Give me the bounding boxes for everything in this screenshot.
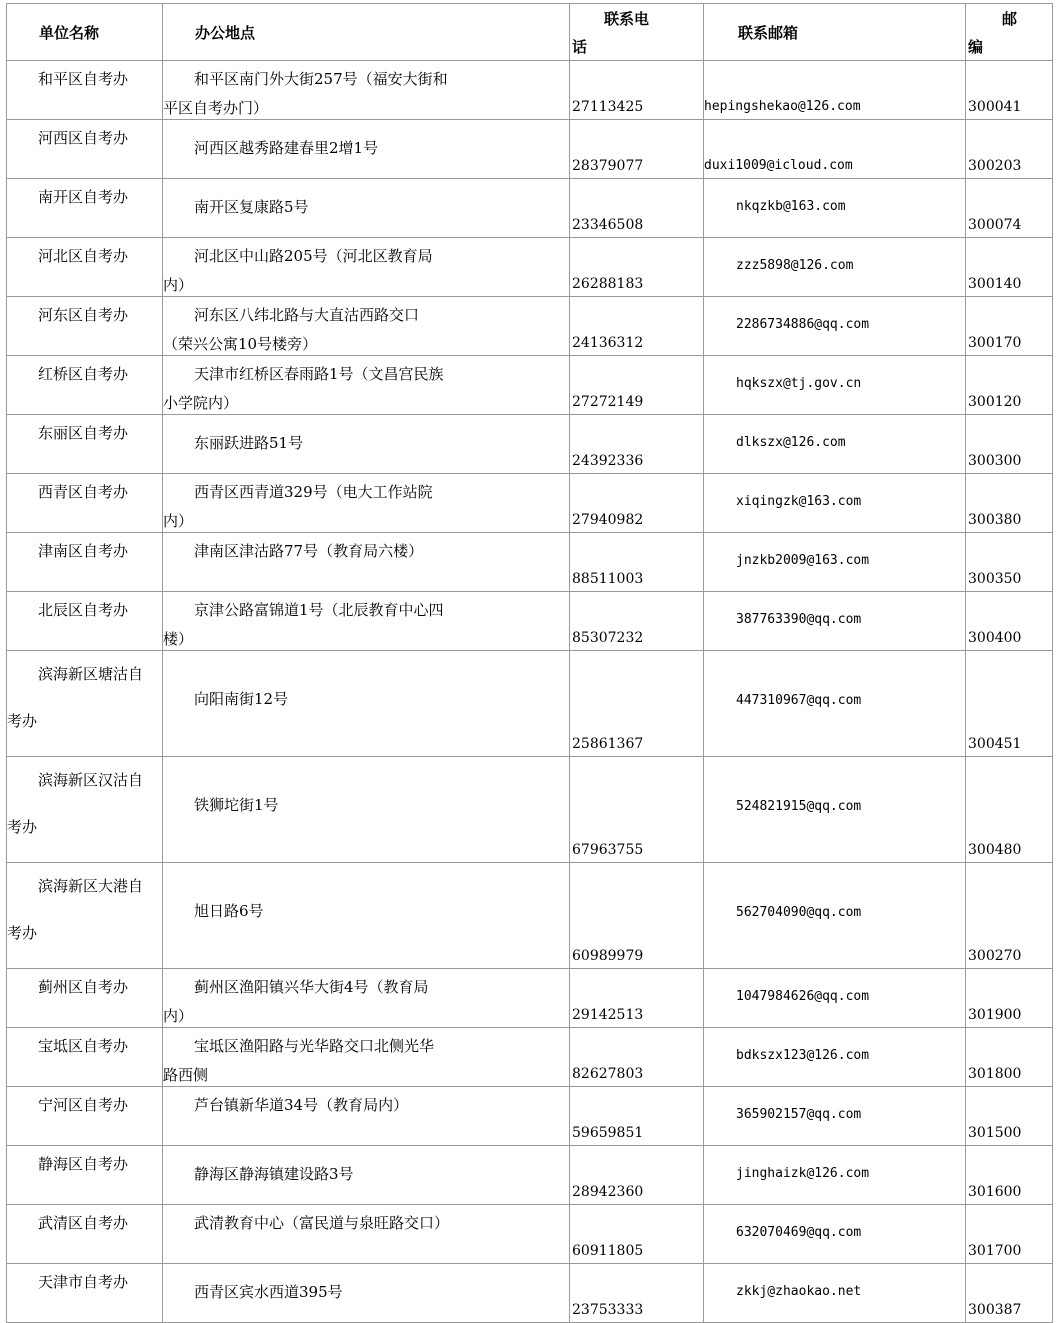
- email-address: xiqingzk@163.com: [736, 494, 862, 509]
- postal-code: 301900: [968, 1007, 1022, 1023]
- email-address: duxi1009@icloud.com: [704, 158, 853, 173]
- email-address-cell: [704, 1146, 966, 1205]
- office-address-cell: [163, 120, 570, 179]
- email-address: hqkszx@tj.gov.cn: [736, 376, 862, 391]
- unit-name-cell: [7, 1087, 163, 1146]
- email-address: 632070469@qq.com: [736, 1225, 862, 1240]
- unit-name-cell: [7, 863, 163, 969]
- email-address-cell: [704, 356, 966, 415]
- email-address: nkqzkb@163.com: [736, 199, 846, 214]
- office-address-cell: [163, 1028, 570, 1087]
- table-row: [7, 1146, 1053, 1205]
- email-address-cell: [704, 1028, 966, 1087]
- office-address: 芦台镇新华道34号（教育局内）: [194, 1096, 409, 1114]
- phone-number: 24136312: [572, 335, 644, 351]
- unit-name: 天津市自考办: [38, 1273, 129, 1291]
- office-address: 旭日路6号: [194, 902, 264, 920]
- unit-name: 南开区自考办: [38, 188, 129, 206]
- email-address-cell: [704, 297, 966, 356]
- postal-code-cell: [966, 297, 1053, 356]
- phone-number-cell: [570, 533, 704, 592]
- postal-code: 300074: [968, 217, 1022, 233]
- header-postal-line2: 编: [968, 38, 984, 56]
- unit-name-cell: [7, 297, 163, 356]
- unit-name: 西青区自考办: [38, 483, 129, 501]
- postal-code: 300387: [968, 1302, 1022, 1318]
- postal-code: 300350: [968, 571, 1022, 587]
- office-address: 东丽跃进路51号: [194, 434, 304, 452]
- email-address: 2286734886@qq.com: [736, 317, 870, 332]
- email-address-cell: [704, 179, 966, 238]
- header-office-address: 办公地点: [163, 4, 570, 61]
- postal-code: 301800: [968, 1066, 1022, 1082]
- email-address-cell: [704, 415, 966, 474]
- email-address-cell: [704, 1087, 966, 1146]
- postal-code-cell: [966, 533, 1053, 592]
- postal-code: 301600: [968, 1184, 1022, 1200]
- email-address: hepingshekao@126.com: [704, 99, 861, 114]
- phone-number: 23346508: [572, 217, 644, 233]
- phone-number-cell: [570, 757, 704, 863]
- postal-code: 300451: [968, 736, 1022, 752]
- office-address: 京津公路富锦道1号（北辰教育中心四楼）: [163, 601, 444, 648]
- postal-code-cell: [966, 969, 1053, 1028]
- office-address-cell: [163, 533, 570, 592]
- office-address-cell: [163, 179, 570, 238]
- table-row: [7, 1264, 1053, 1323]
- email-address-cell: [704, 757, 966, 863]
- unit-name: 和平区自考办: [38, 70, 129, 88]
- postal-code: 300270: [968, 948, 1022, 964]
- email-address: jnzkb2009@163.com: [736, 553, 870, 568]
- unit-name: 滨海新区塘沽自考办: [7, 665, 144, 730]
- office-address: 河东区八纬北路与大直沽西路交口（荣兴公寓10号楼旁）: [163, 306, 420, 353]
- email-address: zkkj@zhaokao.net: [736, 1284, 862, 1299]
- email-address: bdkszx123@126.com: [736, 1048, 870, 1063]
- office-address: 天津市红桥区春雨路1号（文昌宫民族小学院内）: [163, 365, 444, 412]
- unit-name-cell: [7, 1205, 163, 1264]
- office-address-cell: [163, 297, 570, 356]
- email-address-cell: [704, 863, 966, 969]
- postal-code-cell: [966, 61, 1053, 120]
- email-address: 1047984626@qq.com: [736, 989, 870, 1004]
- unit-name-cell: [7, 179, 163, 238]
- phone-number-cell: [570, 474, 704, 533]
- postal-code-cell: [966, 120, 1053, 179]
- postal-code-cell: [966, 1028, 1053, 1087]
- phone-number: 27940982: [572, 512, 644, 528]
- table-row: [7, 1087, 1053, 1146]
- phone-number-cell: [570, 297, 704, 356]
- office-address: 和平区南门外大街257号（福安大街和平区自考办门）: [163, 70, 448, 117]
- email-address-cell: [704, 1205, 966, 1264]
- postal-code: 301500: [968, 1125, 1022, 1141]
- unit-name-cell: [7, 238, 163, 297]
- unit-name-cell: [7, 356, 163, 415]
- header-phone-line2: 话: [572, 38, 588, 56]
- table-row: [7, 757, 1053, 863]
- header-row: [7, 4, 1053, 61]
- office-address-cell: [163, 1146, 570, 1205]
- office-address: 津南区津沽路77号（教育局六楼）: [194, 542, 424, 560]
- header-email: 联系邮箱: [704, 4, 966, 61]
- phone-number-cell: [570, 1087, 704, 1146]
- postal-code-cell: [966, 474, 1053, 533]
- postal-code-cell: [966, 757, 1053, 863]
- email-address: zzz5898@126.com: [736, 258, 854, 273]
- unit-name: 河东区自考办: [38, 306, 129, 324]
- phone-number-cell: [570, 415, 704, 474]
- phone-number-cell: [570, 238, 704, 297]
- office-address-cell: [163, 863, 570, 969]
- phone-number: 88511003: [572, 571, 644, 587]
- email-address-cell: [704, 1264, 966, 1323]
- unit-name-cell: [7, 61, 163, 120]
- table-row: [7, 415, 1053, 474]
- email-address: 387763390@qq.com: [736, 612, 862, 627]
- email-address-cell: [704, 533, 966, 592]
- unit-name: 宝坻区自考办: [38, 1037, 129, 1055]
- postal-code: 300380: [968, 512, 1022, 528]
- phone-number-cell: [570, 969, 704, 1028]
- unit-name: 静海区自考办: [38, 1155, 129, 1173]
- phone-number: 24392336: [572, 453, 644, 469]
- office-address-cell: [163, 61, 570, 120]
- contact-table-container: [6, 3, 1052, 1318]
- email-address: 562704090@qq.com: [736, 905, 862, 920]
- office-address: 静海区静海镇建设路3号: [194, 1165, 354, 1183]
- office-address-cell: [163, 415, 570, 474]
- phone-number-cell: [570, 651, 704, 757]
- postal-code-cell: [966, 1087, 1053, 1146]
- unit-name: 河西区自考办: [38, 129, 129, 147]
- phone-number: 60989979: [572, 948, 644, 964]
- unit-name-cell: [7, 415, 163, 474]
- unit-name-cell: [7, 651, 163, 757]
- phone-number: 59659851: [572, 1125, 644, 1141]
- phone-number: 29142513: [572, 1007, 644, 1023]
- unit-name: 宁河区自考办: [38, 1096, 129, 1114]
- unit-name-cell: [7, 592, 163, 651]
- postal-code: 301700: [968, 1243, 1022, 1259]
- table-row: [7, 533, 1053, 592]
- email-address: 447310967@qq.com: [736, 693, 862, 708]
- office-address-cell: [163, 592, 570, 651]
- postal-code: 300140: [968, 276, 1022, 292]
- unit-name: 北辰区自考办: [38, 601, 129, 619]
- email-address-cell: [704, 474, 966, 533]
- postal-code-cell: [966, 238, 1053, 297]
- email-address-cell: [704, 651, 966, 757]
- postal-code-cell: [966, 1146, 1053, 1205]
- table-row: [7, 179, 1053, 238]
- postal-code: 300300: [968, 453, 1022, 469]
- phone-number-cell: [570, 1205, 704, 1264]
- unit-name: 武清区自考办: [38, 1214, 129, 1232]
- table-row: [7, 356, 1053, 415]
- email-address-cell: [704, 61, 966, 120]
- office-address-cell: [163, 1264, 570, 1323]
- postal-code-cell: [966, 651, 1053, 757]
- office-address: 武清教育中心（富民道与泉旺路交口）: [194, 1214, 450, 1232]
- postal-code: 300041: [968, 99, 1022, 115]
- phone-number: 23753333: [572, 1302, 644, 1318]
- office-address: 宝坻区渔阳路与光华路交口北侧光华路西侧: [163, 1037, 435, 1084]
- office-address: 蓟州区渔阳镇兴华大街4号（教育局内）: [163, 978, 429, 1025]
- header-postal-code: [966, 4, 1053, 61]
- phone-number-cell: [570, 863, 704, 969]
- unit-name: 津南区自考办: [38, 542, 129, 560]
- email-address-cell: [704, 592, 966, 651]
- postal-code-cell: [966, 1264, 1053, 1323]
- unit-name: 滨海新区大港自考办: [7, 877, 144, 942]
- office-address: 西青区宾水西道395号: [194, 1283, 343, 1301]
- phone-number: 28379077: [572, 158, 644, 174]
- office-address: 河西区越秀路建春里2增1号: [194, 139, 379, 157]
- unit-name-cell: [7, 533, 163, 592]
- unit-name-cell: [7, 120, 163, 179]
- phone-number: 82627803: [572, 1066, 644, 1082]
- phone-number-cell: [570, 1264, 704, 1323]
- office-address-cell: [163, 757, 570, 863]
- phone-number: 67963755: [572, 842, 644, 858]
- phone-number: 85307232: [572, 630, 644, 646]
- header-phone-line1: 联系电: [604, 10, 650, 28]
- email-address: dlkszx@126.com: [736, 435, 846, 450]
- unit-name: 蓟州区自考办: [38, 978, 129, 996]
- unit-name: 滨海新区汉沽自考办: [7, 771, 144, 836]
- postal-code: 300480: [968, 842, 1022, 858]
- postal-code-cell: [966, 179, 1053, 238]
- phone-number-cell: [570, 1146, 704, 1205]
- header-postal-line1: 邮: [1002, 10, 1018, 28]
- phone-number-cell: [570, 1028, 704, 1087]
- unit-name-cell: [7, 1146, 163, 1205]
- postal-code-cell: [966, 592, 1053, 651]
- table-row: [7, 238, 1053, 297]
- phone-number: 60911805: [572, 1243, 644, 1259]
- email-address: jinghaizk@126.com: [736, 1166, 870, 1181]
- office-address: 河北区中山路205号（河北区教育局内）: [163, 247, 433, 294]
- phone-number: 26288183: [572, 276, 644, 292]
- postal-code: 300120: [968, 394, 1022, 410]
- table-row: [7, 592, 1053, 651]
- table-row: [7, 120, 1053, 179]
- office-address-cell: [163, 238, 570, 297]
- office-address-cell: [163, 969, 570, 1028]
- unit-name: 东丽区自考办: [38, 424, 129, 442]
- office-address-cell: [163, 1087, 570, 1146]
- office-address-cell: [163, 1205, 570, 1264]
- phone-number-cell: [570, 120, 704, 179]
- office-address-cell: [163, 474, 570, 533]
- phone-number-cell: [570, 592, 704, 651]
- table-row: [7, 863, 1053, 969]
- phone-number: 27113425: [572, 99, 644, 115]
- table-row: [7, 969, 1053, 1028]
- office-address: 西青区西青道329号（电大工作站院内）: [163, 483, 433, 530]
- postal-code-cell: [966, 1205, 1053, 1264]
- contact-table: [6, 3, 1053, 1323]
- email-address-cell: [704, 120, 966, 179]
- table-row: [7, 474, 1053, 533]
- postal-code: 300203: [968, 158, 1022, 174]
- unit-name: 河北区自考办: [38, 247, 129, 265]
- postal-code: 300170: [968, 335, 1022, 351]
- unit-name-cell: [7, 757, 163, 863]
- header-unit-name: 单位名称: [7, 4, 163, 61]
- phone-number: 28942360: [572, 1184, 644, 1200]
- office-address: 南开区复康路5号: [194, 198, 309, 216]
- postal-code-cell: [966, 863, 1053, 969]
- phone-number-cell: [570, 179, 704, 238]
- phone-number-cell: [570, 61, 704, 120]
- unit-name-cell: [7, 969, 163, 1028]
- table-row: [7, 651, 1053, 757]
- office-address-cell: [163, 651, 570, 757]
- email-address-cell: [704, 238, 966, 297]
- table-row: [7, 297, 1053, 356]
- phone-number-cell: [570, 356, 704, 415]
- postal-code-cell: [966, 415, 1053, 474]
- office-address-cell: [163, 356, 570, 415]
- unit-name: 红桥区自考办: [38, 365, 129, 383]
- unit-name-cell: [7, 474, 163, 533]
- table-row: [7, 1205, 1053, 1264]
- phone-number: 25861367: [572, 736, 644, 752]
- unit-name-cell: [7, 1028, 163, 1087]
- postal-code-cell: [966, 356, 1053, 415]
- header-phone: [570, 4, 704, 61]
- table-body: [7, 61, 1053, 1323]
- phone-number: 27272149: [572, 394, 644, 410]
- postal-code: 300400: [968, 630, 1022, 646]
- email-address-cell: [704, 969, 966, 1028]
- email-address: 524821915@qq.com: [736, 799, 862, 814]
- office-address: 向阳南街12号: [194, 690, 289, 708]
- email-address: 365902157@qq.com: [736, 1107, 862, 1122]
- table-row: [7, 1028, 1053, 1087]
- table-row: [7, 61, 1053, 120]
- unit-name-cell: [7, 1264, 163, 1323]
- office-address: 铁狮坨街1号: [194, 796, 279, 814]
